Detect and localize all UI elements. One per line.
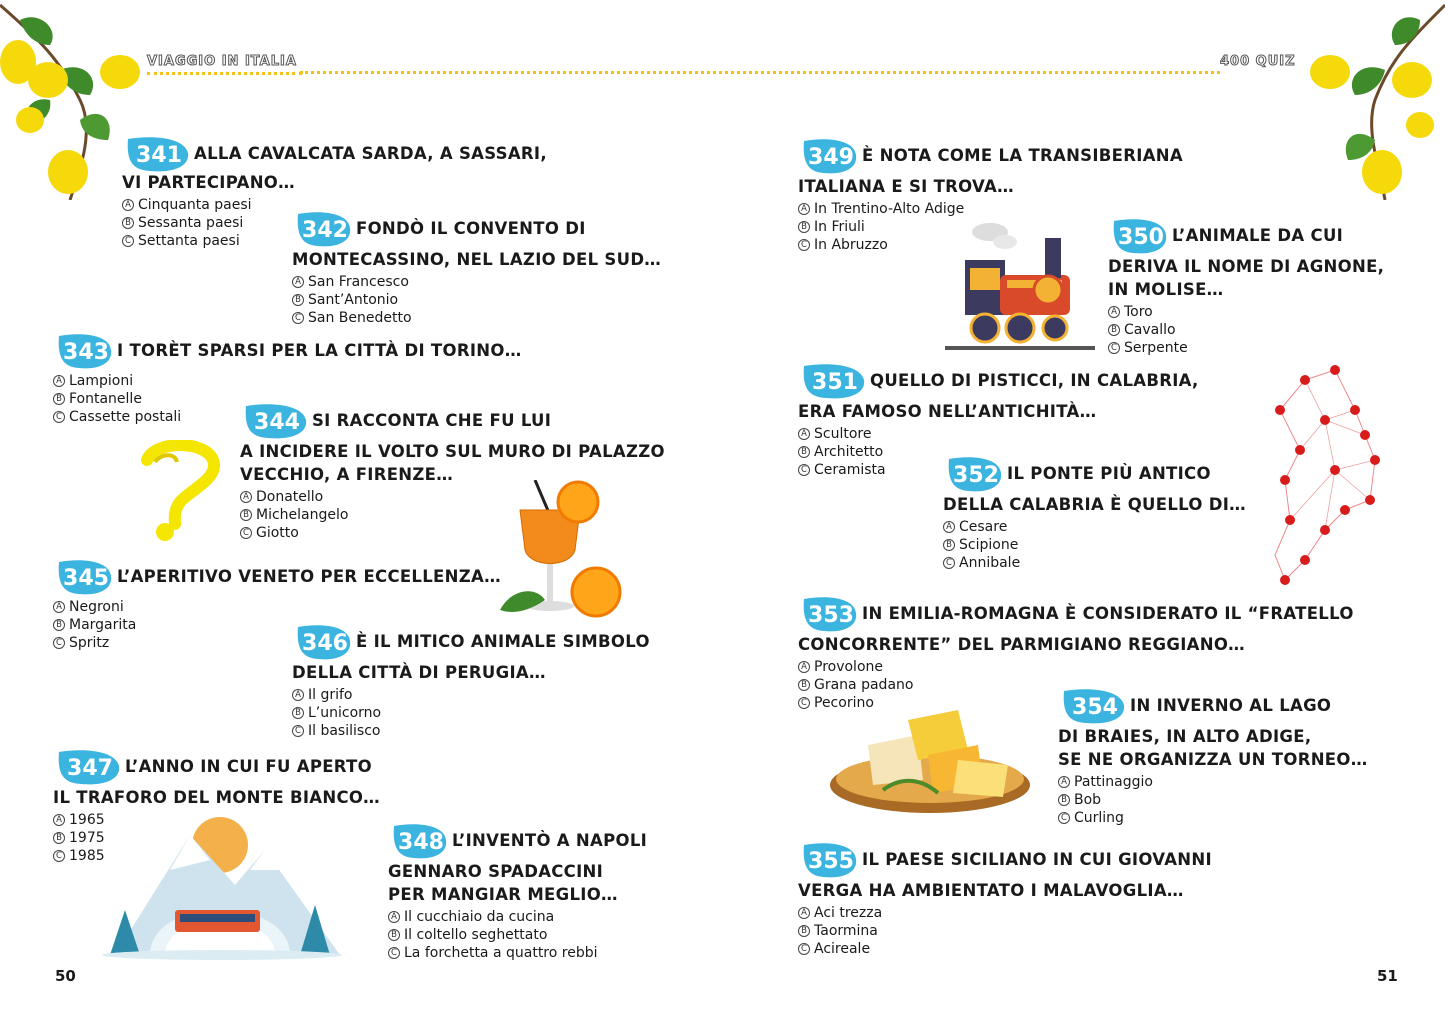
option-letter-icon: A [292, 689, 304, 701]
option-label: Aci trezza [814, 905, 883, 921]
option-label: Provolone [814, 659, 884, 675]
question-number-badge: 347 [53, 748, 123, 786]
question-text: I TORÈT SPARSI PER LA CITTÀ DI TORINO… [117, 340, 522, 360]
option-c [240, 524, 665, 542]
option-letter-icon: B [798, 221, 810, 233]
question-text: QUELLO DI PISTICCI, IN CALABRIA, [870, 370, 1199, 390]
question-number-badge: 353 [798, 595, 860, 633]
option-letter-icon: B [798, 446, 810, 458]
option-b [1108, 321, 1384, 339]
option-letter-icon: B [292, 707, 304, 719]
question-number-badge: 343 [53, 332, 115, 370]
question-text: IL PONTE PIÙ ANTICO [1007, 463, 1211, 483]
option-letter-icon: A [798, 203, 810, 215]
option-a [388, 908, 647, 926]
question-text: L’ANNO IN CUI FU APERTO [125, 756, 372, 776]
quiz-question-352 [943, 455, 1246, 572]
question-text: L’APERITIVO VENETO PER ECCELLENZA… [117, 566, 501, 586]
option-a [943, 518, 1246, 536]
option-a [292, 686, 650, 704]
option-label: Pattinaggio [1074, 774, 1153, 790]
question-text-line: DELLA CALABRIA È QUELLO DI… [943, 495, 1246, 514]
option-c [292, 722, 650, 740]
question-text: L’INVENTÒ A NAPOLI [452, 830, 648, 850]
quiz-question-350 [1108, 217, 1384, 357]
option-letter-icon: A [798, 661, 810, 673]
header-dotted-rule [300, 71, 1220, 74]
option-letter-icon: C [53, 411, 65, 423]
option-label: Spritz [69, 635, 110, 651]
question-number-badge: 346 [292, 623, 354, 661]
options-list [53, 811, 380, 865]
lemon-branch-right-icon [1300, 0, 1445, 200]
question-text: È NOTA COME LA TRANSIBERIANA [862, 145, 1183, 165]
quiz-question-355 [798, 841, 1212, 958]
option-label: 1965 [69, 812, 105, 828]
option-label: In Abruzzo [814, 237, 888, 253]
option-letter-icon: A [53, 814, 65, 826]
option-letter-icon: B [943, 539, 955, 551]
option-b [292, 704, 650, 722]
option-label: 1985 [69, 848, 105, 864]
option-label: Cinquanta paesi [138, 197, 252, 213]
question-number-badge: 348 [388, 822, 450, 860]
option-letter-icon: B [1058, 794, 1070, 806]
option-letter-icon: B [1108, 324, 1120, 336]
option-letter-icon: A [240, 491, 252, 503]
option-label: Scipione [959, 537, 1019, 553]
option-letter-icon: C [240, 527, 252, 539]
option-c [943, 554, 1246, 572]
question-text: SI RACCONTA CHE FU LUI [312, 410, 552, 430]
question-mark-icon [135, 440, 225, 545]
option-label: Donatello [256, 489, 324, 505]
quiz-question-354 [1058, 687, 1368, 827]
question-text-line: DERIVA IL NOME DI AGNONE, [1108, 257, 1385, 276]
option-label: L’unicorno [308, 705, 382, 721]
option-label: Negroni [69, 599, 124, 615]
option-letter-icon: C [1108, 342, 1120, 354]
option-letter-icon: C [943, 557, 955, 569]
option-label: 1975 [69, 830, 105, 846]
question-text-line: VECCHIO, A FIRENZE… [240, 465, 454, 484]
option-label: San Francesco [308, 274, 409, 290]
option-b [798, 922, 1212, 940]
option-letter-icon: C [798, 464, 810, 476]
options-list [292, 686, 650, 740]
option-label: Cassette postali [69, 409, 182, 425]
option-a [798, 200, 1183, 218]
question-number-badge: 344 [240, 402, 310, 440]
option-label: Il cucchiaio da cucina [404, 909, 555, 925]
option-letter-icon: A [388, 911, 400, 923]
option-label: Giotto [256, 525, 299, 541]
option-label: Ceramista [814, 462, 886, 478]
option-letter-icon: C [292, 312, 304, 324]
option-a [798, 904, 1212, 922]
option-c [53, 847, 380, 865]
question-number-badge: 352 [943, 455, 1005, 493]
option-a [798, 658, 1354, 676]
question-text-line: IL TRAFORO DEL MONTE BIANCO… [53, 788, 380, 807]
option-letter-icon: B [388, 929, 400, 941]
cheese-board-icon [828, 705, 1033, 815]
question-number-badge: 341 [122, 135, 192, 173]
option-label: Lampioni [69, 373, 134, 389]
option-label: Acireale [814, 941, 871, 957]
option-letter-icon: C [292, 725, 304, 737]
question-text: FONDÒ IL CONVENTO DI [356, 218, 586, 238]
option-letter-icon: B [53, 619, 65, 631]
option-label: Il grifo [308, 687, 353, 703]
option-label: Serpente [1124, 340, 1188, 356]
options-list [292, 273, 661, 327]
question-text-line: SE NE ORGANIZZA UN TORNEO… [1058, 750, 1368, 769]
option-label: Sessanta paesi [138, 215, 244, 231]
option-label: Annibale [959, 555, 1021, 571]
option-a [798, 425, 1199, 443]
option-label: Taormina [814, 923, 878, 939]
question-text: È IL MITICO ANIMALE SIMBOLO [356, 631, 650, 651]
option-label: Bob [1074, 792, 1102, 808]
options-list [798, 904, 1212, 958]
option-label: Michelangelo [256, 507, 349, 523]
option-a [53, 598, 501, 616]
running-header-left: VIAGGIO IN ITALIA [147, 54, 297, 69]
question-text-line: DI BRAIES, IN ALTO ADIGE, [1058, 727, 1312, 746]
question-text-line: DELLA CITTÀ DI PERUGIA… [292, 663, 546, 682]
option-letter-icon: B [53, 832, 65, 844]
option-label: La forchetta a quattro rebbi [404, 945, 598, 961]
option-a [1108, 303, 1384, 321]
option-letter-icon: C [798, 697, 810, 709]
option-b [943, 536, 1246, 554]
option-label: Margarita [69, 617, 137, 633]
question-text-line: CONCORRENTE” DEL PARMIGIANO REGGIANO… [798, 635, 1245, 654]
question-text-line: VI PARTECIPANO… [122, 173, 295, 192]
options-list [1058, 773, 1368, 827]
question-text-line: ERA FAMOSO NELL’ANTICHITÀ… [798, 402, 1097, 421]
option-letter-icon: A [292, 276, 304, 288]
quiz-question-342 [292, 210, 661, 327]
option-a [53, 811, 380, 829]
option-letter-icon: B [53, 393, 65, 405]
question-number-badge: 350 [1108, 217, 1170, 255]
option-b [292, 291, 661, 309]
option-letter-icon: A [943, 521, 955, 533]
option-letter-icon: B [292, 294, 304, 306]
option-label: Settanta paesi [138, 233, 240, 249]
running-header-right: 400 QUIZ [1220, 54, 1296, 69]
question-number-badge: 351 [798, 362, 868, 400]
option-c [388, 944, 647, 962]
option-label: Cavallo [1124, 322, 1176, 338]
options-list [943, 518, 1246, 572]
question-text: ALLA CAVALCATA SARDA, A SASSARI, [194, 143, 547, 163]
options-list [240, 488, 665, 542]
question-text-line: VERGA HA AMBIENTATO I MALAVOGLIA… [798, 881, 1184, 900]
question-text: IL PAESE SICILIANO IN CUI GIOVANNI [862, 849, 1212, 869]
question-text-line: ITALIANA E SI TROVA… [798, 177, 1014, 196]
question-text: IN EMILIA-ROMAGNA È CONSIDERATO IL “FRATELLO [862, 603, 1354, 623]
option-label: Curling [1074, 810, 1124, 826]
option-a [292, 273, 661, 291]
option-letter-icon: B [240, 509, 252, 521]
option-label: Sant’Antonio [308, 292, 399, 308]
question-text-line: IN MOLISE… [1108, 280, 1224, 299]
option-label: Architetto [814, 444, 884, 460]
page-number-left: 50 [55, 967, 76, 985]
option-letter-icon: B [122, 217, 134, 229]
option-label: Fontanelle [69, 391, 142, 407]
option-letter-icon: A [122, 199, 134, 211]
option-a [1058, 773, 1368, 791]
option-label: In Trentino-Alto Adige [814, 201, 965, 217]
option-letter-icon: A [1058, 776, 1070, 788]
option-a [240, 488, 665, 506]
option-c [798, 940, 1212, 958]
option-label: Il basilisco [308, 723, 381, 739]
question-number-badge: 355 [798, 841, 860, 879]
header-dotted-rule-left [147, 72, 302, 75]
option-letter-icon: A [53, 601, 65, 613]
question-text-line: GENNARO SPADACCINI [388, 862, 604, 881]
question-text-line: MONTECASSINO, NEL LAZIO DEL SUD… [292, 250, 662, 269]
option-label: San Benedetto [308, 310, 412, 326]
quiz-question-348 [388, 822, 647, 962]
option-label: Toro [1124, 304, 1153, 320]
question-number-badge: 354 [1058, 687, 1128, 725]
option-b [240, 506, 665, 524]
option-letter-icon: C [53, 850, 65, 862]
quiz-question-344 [240, 402, 665, 542]
option-c [1108, 339, 1384, 357]
option-b [388, 926, 647, 944]
option-letter-icon: C [798, 239, 810, 251]
option-label: Scultore [814, 426, 872, 442]
quiz-question-346 [292, 623, 650, 740]
option-letter-icon: C [388, 947, 400, 959]
option-label: Il coltello seghettato [404, 927, 548, 943]
option-c [292, 309, 661, 327]
options-list [388, 908, 647, 962]
quiz-question-347 [53, 748, 380, 865]
question-number-badge: 345 [53, 558, 115, 596]
question-number-badge: 342 [292, 210, 354, 248]
option-letter-icon: C [122, 235, 134, 247]
option-letter-icon: A [53, 375, 65, 387]
option-label: Pecorino [814, 695, 874, 711]
option-letter-icon: C [798, 943, 810, 955]
option-c [1058, 809, 1368, 827]
option-letter-icon: A [798, 428, 810, 440]
option-letter-icon: A [798, 907, 810, 919]
question-text-line: A INCIDERE IL VOLTO SUL MURO DI PALAZZO [240, 442, 665, 461]
question-text-line: PER MANGIAR MEGLIO… [388, 885, 618, 904]
options-list [1108, 303, 1384, 357]
option-a [53, 372, 522, 390]
option-letter-icon: B [798, 679, 810, 691]
question-number-badge: 349 [798, 137, 860, 175]
option-label: In Friuli [814, 219, 865, 235]
option-letter-icon: A [1108, 306, 1120, 318]
option-letter-icon: C [53, 637, 65, 649]
question-text: L’ANIMALE DA CUI [1172, 225, 1344, 245]
option-label: Grana padano [814, 677, 914, 693]
page-number-right: 51 [1377, 967, 1398, 985]
calabria-map-icon [1265, 360, 1390, 590]
option-b [1058, 791, 1368, 809]
option-label: Cesare [959, 519, 1008, 535]
option-b [53, 829, 380, 847]
option-letter-icon: C [1058, 812, 1070, 824]
option-letter-icon: B [798, 925, 810, 937]
question-text: IN INVERNO AL LAGO [1130, 695, 1332, 715]
